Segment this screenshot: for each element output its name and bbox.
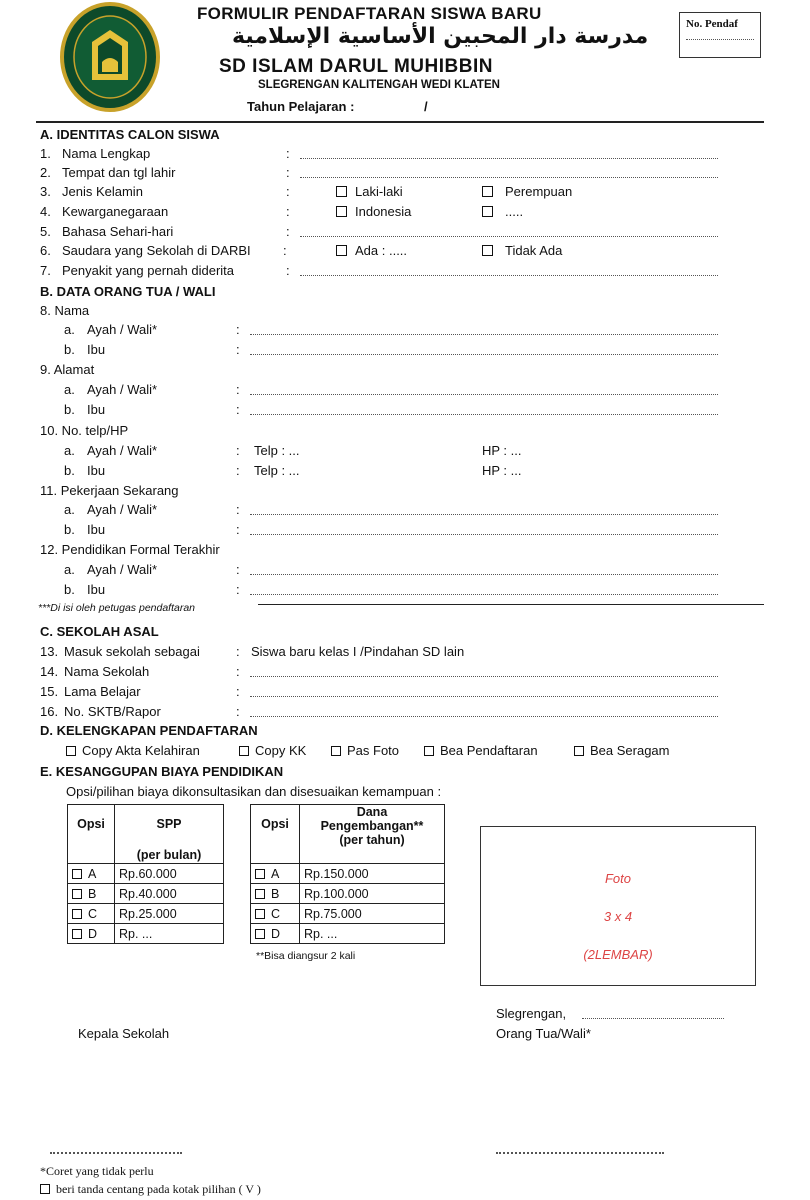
nama-lengkap-field[interactable] [300, 158, 718, 159]
question-alamat: 9. Alamat [40, 362, 95, 377]
registration-number-label: No. Pendaf [686, 18, 738, 30]
spp-table [67, 804, 224, 944]
checklist-pas-foto[interactable]: Pas Foto [331, 743, 399, 758]
signature-place: Slegrengan, [496, 1006, 567, 1021]
option-label: Indonesia [355, 204, 412, 219]
photo-label: Foto [604, 871, 631, 886]
spp-row-d[interactable]: D Rp. ... [68, 924, 224, 944]
nama-ibu-field[interactable] [250, 354, 718, 355]
ibu-label: Ibu [87, 342, 106, 357]
checkbox[interactable] [574, 746, 584, 756]
dana-header: Dana Pengembangan** (per tahun) [300, 805, 445, 864]
checkbox[interactable] [239, 746, 249, 756]
alamat-ayah-field[interactable] [250, 394, 718, 395]
year-separator: / [424, 99, 428, 114]
row-number: 16. [40, 704, 59, 719]
ibu-label: Ibu [87, 582, 106, 597]
row-number: 6. [40, 243, 51, 258]
dana-row-a[interactable]: A Rp.150.000 [251, 864, 445, 884]
section-b-divider [258, 604, 764, 605]
checklist-kk[interactable]: Copy KK [239, 743, 306, 758]
hp-ibu-field[interactable]: HP : ... [482, 463, 522, 478]
pekerjaan-ayah-field[interactable] [250, 514, 718, 515]
field-label: Bahasa Sehari-hari [62, 224, 174, 239]
checkbox-tidak-ada[interactable] [482, 245, 493, 256]
penyakit-field[interactable] [300, 275, 718, 276]
field-label: Nama Lengkap [62, 146, 151, 161]
pendidikan-ayah-field[interactable] [250, 574, 718, 575]
checkbox[interactable] [331, 746, 341, 756]
field-label: Jenis Kelamin [62, 184, 143, 199]
ortu-signature-line[interactable] [496, 1152, 664, 1154]
nama-sekolah-field[interactable] [250, 676, 718, 677]
header-divider [36, 121, 764, 123]
telp-ayah-field[interactable]: Telp : ... [254, 443, 300, 458]
row-number: 3. [40, 184, 51, 199]
checkbox[interactable] [424, 746, 434, 756]
checkbox-laki-laki[interactable] [336, 186, 347, 197]
option-label: ..... [505, 204, 524, 219]
ayah-label: Ayah / Wali* [87, 562, 158, 577]
row-number: 1. [40, 146, 51, 161]
checkbox-sample-icon [40, 1184, 50, 1194]
row-number: 2. [40, 165, 51, 180]
dana-table [250, 804, 445, 944]
field-label: Lama Belajar [64, 684, 141, 699]
ibu-label: Ibu [87, 402, 106, 417]
cost-intro: Opsi/pilihan biaya dikonsultasikan dan disesuaikan kemampuan : [66, 784, 442, 799]
photo-count: (2LEMBAR) [583, 947, 653, 962]
section-b-title: B. DATA ORANG TUA / WALI [40, 284, 216, 299]
checkbox-indonesia[interactable] [336, 206, 347, 217]
registration-number-box[interactable] [679, 12, 761, 58]
orang-tua-label: Orang Tua/Wali* [496, 1026, 591, 1041]
dana-row-d[interactable]: D Rp. ... [251, 924, 445, 944]
option-label: Tidak Ada [505, 243, 563, 258]
arabic-school-name: مدرسة دار المحبين الأساسية الإسلامية [232, 24, 649, 49]
checklist-bea-pendaftaran[interactable]: Bea Pendaftaran [424, 743, 538, 758]
row-number: 5. [40, 224, 51, 239]
field-label: Penyakit yang pernah diderita [62, 263, 235, 278]
checkbox-perempuan[interactable] [482, 186, 493, 197]
registration-number-line [686, 39, 754, 40]
photo-box[interactable] [480, 826, 756, 986]
ayah-label: Ayah / Wali* [87, 382, 158, 397]
question-nama: 8. Nama [40, 303, 90, 318]
pendidikan-ibu-field[interactable] [250, 594, 718, 595]
sktb-rapor-field[interactable] [250, 716, 718, 717]
option-label: Laki-laki [355, 184, 403, 199]
field-label: Masuk sekolah sebagai [64, 644, 200, 659]
option-label: Perempuan [505, 184, 573, 199]
photo-size: 3 x 4 [603, 909, 633, 924]
field-label: Tempat dan tgl lahir [62, 165, 176, 180]
spp-row-b[interactable]: B Rp.40.000 [68, 884, 224, 904]
signature-date-field[interactable] [582, 1018, 724, 1019]
staff-note: ***Di isi oleh petugas pendaftaran [38, 602, 196, 614]
alamat-ibu-field[interactable] [250, 414, 718, 415]
installment-note: **Bisa diangsur 2 kali [256, 950, 356, 962]
section-d-title: D. KELENGKAPAN PENDAFTARAN [40, 723, 258, 738]
row-number: 13. [40, 644, 59, 659]
year-label: Tahun Pelajaran : [247, 99, 355, 114]
nama-ayah-field[interactable] [250, 334, 718, 335]
telp-ibu-field[interactable]: Telp : ... [254, 463, 300, 478]
tempat-tgl-lahir-field[interactable] [300, 177, 718, 178]
school-address: SLEGRENGAN KALITENGAH WEDI KLATEN [258, 79, 500, 91]
field-label: Kewarganegaraan [62, 204, 169, 219]
pekerjaan-ibu-field[interactable] [250, 534, 718, 535]
row-number: 4. [40, 204, 51, 219]
checklist-akta[interactable]: Copy Akta Kelahiran [66, 743, 200, 758]
section-e-title: E. KESANGGUPAN BIAYA PENDIDIKAN [40, 764, 284, 779]
school-name: SD ISLAM DARUL MUHIBBIN [219, 56, 493, 77]
footnote-centang: beri tanda centang pada kotak pilihan ( V ) [40, 1182, 261, 1197]
dana-opsi-header: Opsi [251, 805, 300, 864]
section-c-title: C. SEKOLAH ASAL [40, 624, 159, 639]
spp-row-a[interactable]: A Rp.60.000 [68, 864, 224, 884]
bahasa-field[interactable] [300, 236, 718, 237]
checklist-bea-seragam[interactable]: Bea Seragam [574, 743, 670, 758]
ayah-label: Ayah / Wali* [87, 502, 158, 517]
option-label: Ada : ..... [355, 243, 408, 258]
lama-belajar-field[interactable] [250, 696, 718, 697]
school-logo [60, 2, 160, 112]
dana-row-b[interactable]: B Rp.100.000 [251, 884, 445, 904]
ayah-label: Ayah / Wali* [87, 443, 158, 458]
masuk-sebagai-value[interactable]: Siswa baru kelas I /Pindahan SD lain [251, 644, 465, 659]
dana-row-c[interactable]: C Rp.75.000 [251, 904, 445, 924]
spp-header: SPP (per bulan) [115, 805, 224, 864]
checkbox[interactable] [66, 746, 76, 756]
ibu-label: Ibu [87, 463, 106, 478]
question-pekerjaan: 11. Pekerjaan Sekarang [40, 483, 179, 498]
question-telp: 10. No. telp/HP [40, 423, 129, 438]
ayah-label: Ayah / Wali* [87, 322, 158, 337]
row-number: 15. [40, 684, 59, 699]
question-pendidikan: 12. Pendidikan Formal Terakhir [40, 542, 220, 557]
section-a-title: A. IDENTITAS CALON SISWA [40, 127, 220, 142]
spp-opsi-header: Opsi [68, 805, 115, 864]
field-label: Nama Sekolah [64, 664, 150, 679]
kepala-sekolah-label: Kepala Sekolah [78, 1026, 170, 1041]
checkbox-other-nationality[interactable] [482, 206, 493, 217]
row-number: 7. [40, 263, 51, 278]
ibu-label: Ibu [87, 522, 106, 537]
field-label: Saudara yang Sekolah di DARBI [62, 243, 251, 258]
spp-row-c[interactable]: C Rp.25.000 [68, 904, 224, 924]
checkbox-ada[interactable] [336, 245, 347, 256]
row-number: 14. [40, 664, 59, 679]
footnote-coret: *Coret yang tidak perlu [40, 1164, 154, 1178]
field-label: No. SKTB/Rapor [64, 704, 161, 719]
form-title: FORMULIR PENDAFTARAN SISWA BARU [197, 4, 542, 23]
kepala-signature-line[interactable] [50, 1152, 182, 1154]
hp-ayah-field[interactable]: HP : ... [482, 443, 522, 458]
